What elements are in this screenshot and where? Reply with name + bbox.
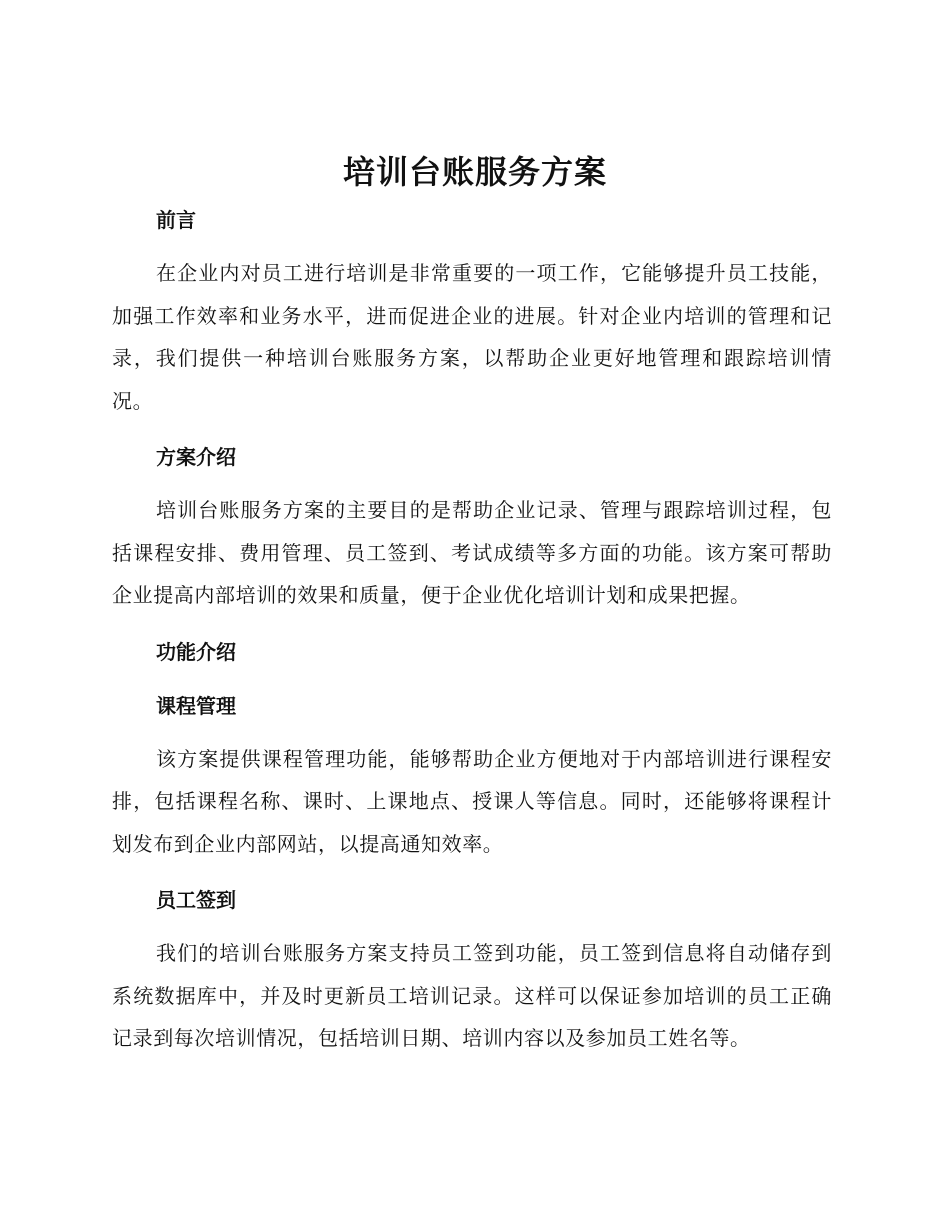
document-title: 培训台账服务方案 [342, 153, 607, 191]
section-heading-overview: 方案介绍 [156, 445, 236, 469]
section-paragraph-course-management: 该方案提供课程管理功能，能够帮助企业方便地对于内部培训进行课程安排，包括课程名称、课时、上课地点、授课人等信息。同时，还能够将课程计划发布到企业内部网站，以提高通知效率。 [112, 746, 832, 856]
section-paragraph-employee-checkin: 我们的培训台账服务方案支持员工签到功能，员工签到信息将自动储存到系统数据库中，并及时更新员工培训记录。这样可以保证参加培训的员工正确记录到每次培训情况，包括培训日期、培训内容以及参加员工姓名等。 [112, 941, 832, 1050]
section-paragraph-preface: 在企业内对员工进行培训是非常重要的一项工作，它能够提升员工技能，加强工作效率和业务水平，进而促进企业的进展。针对企业内培训的管理和记录，我们提供一种培训台账服务方案，以帮助企业更好地管理和跟踪培训情况。 [112, 261, 832, 413]
section-heading-features: 功能介绍 [156, 639, 236, 664]
section-heading-preface: 前言 [156, 208, 196, 232]
section-paragraph-overview: 培训台账服务方案的主要目的是帮助企业记录、管理与跟踪培训过程，包括课程安排、费用管理、员工签到、考试成绩等多方面的功能。该方案可帮助企业提高内部培训的效果和质量，便于企业优化培训计划和成果把握。 [112, 498, 832, 607]
section-heading-course-management: 课程管理 [156, 693, 236, 718]
section-heading-employee-checkin: 员工签到 [156, 888, 236, 912]
document-body [112, 196, 832, 1060]
